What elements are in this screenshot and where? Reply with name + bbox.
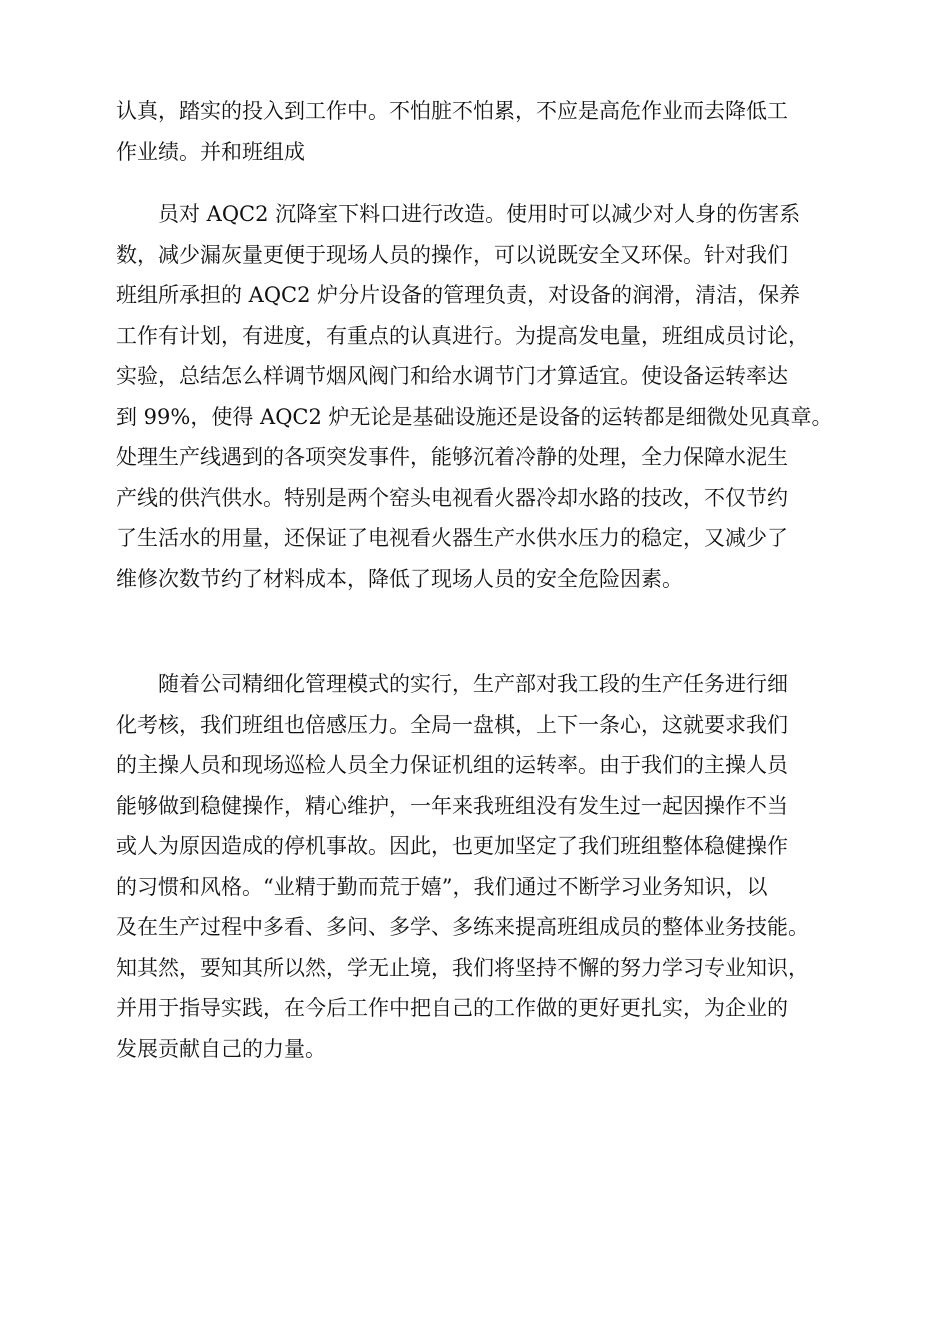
text-line: 发展贡献自己的力量。 xyxy=(116,1036,326,1061)
text-line: 数，减少漏灰量更便于现场人员的操作，可以说既安全又环保。针对我们 xyxy=(116,242,788,267)
text-line: 化考核，我们班组也倍感压力。全局一盘棋，上下一条心，这就要求我们 xyxy=(116,712,788,737)
text-line: 维修次数节约了材料成本，降低了现场人员的安全危险因素。 xyxy=(116,566,683,591)
text-line: 员对 AQC2 沉降室下料口进行改造。使用时可以减少对人身的伤害系 xyxy=(116,202,801,226)
text-line: 的习惯和风格。“业精于勤而荒于嬉”，我们通过不断学习业务知识，以 xyxy=(116,874,768,899)
text-line: 到 99%，使得 AQC2 炉无论是基础设施还是设备的运转都是细微处见真章。 xyxy=(116,404,833,429)
text-line: 工作有计划，有进度，有重点的认真进行。为提高发电量，班组成员讨论， xyxy=(116,323,809,348)
paragraph-2 xyxy=(116,194,846,599)
text-line: 能够做到稳健操作，精心维护，一年来我班组没有发生过一起因操作不当 xyxy=(116,793,788,818)
paragraph-1 xyxy=(116,91,846,172)
text-line: 及在生产过程中多看、多问、多学、多练来提高班组成员的整体业务技能。 xyxy=(116,915,809,939)
text-line: 班组所承担的 AQC2 炉分片设备的管理负责，对设备的润滑，清洁，保养 xyxy=(116,283,801,307)
text-line: 的主操人员和现场巡检人员全力保证机组的运转率。由于我们的主操人员 xyxy=(116,753,788,777)
text-line: 知其然，要知其所以然，学无止境，我们将坚持不懈的努力学习专业知识， xyxy=(116,955,809,980)
text-line: 了生活水的用量，还保证了电视看火器生产水供水压力的稳定，又减少了 xyxy=(116,526,788,550)
text-line: 作业绩。并和班组成 xyxy=(116,139,305,164)
text-line: 随着公司精细化管理模式的实行，生产部对我工段的生产任务进行细 xyxy=(116,672,788,696)
text-line: 认真，踏实的投入到工作中。不怕脏不怕累，不应是高危作业而去降低工 xyxy=(116,99,788,123)
text-line: 处理生产线遇到的各项突发事件，能够沉着冷静的处理，全力保障水泥生 xyxy=(116,445,788,469)
text-line: 并用于指导实践，在今后工作中把自己的工作做的更好更扎实，为企业的 xyxy=(116,996,788,1020)
paragraph-3 xyxy=(116,664,846,1069)
text-line: 产线的供汽供水。特别是两个窑头电视看火器冷却水路的技改，不仅节约 xyxy=(116,485,788,510)
text-line: 实验，总结怎么样调节烟风阀门和给水调节门才算适宜。使设备运转率达 xyxy=(116,364,788,388)
text-line: 或人为原因造成的停机事故。因此，也更加坚定了我们班组整体稳健操作 xyxy=(116,834,788,858)
